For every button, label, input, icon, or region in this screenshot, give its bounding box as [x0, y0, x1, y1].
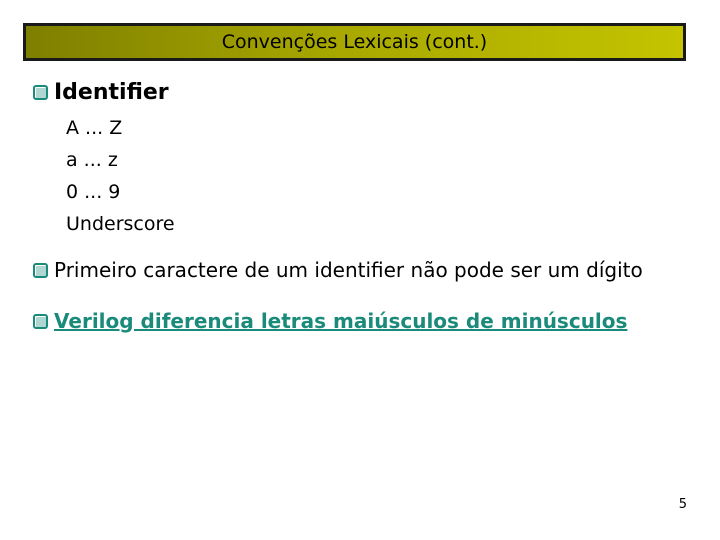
identifier-char-underscore: Underscore — [66, 213, 175, 235]
verilog-link[interactable]: Verilog diferencia letras maiúsculos de minúsculos — [54, 309, 628, 333]
bullet-identifier — [33, 80, 169, 105]
bullet-identifier-label: Identifier — [54, 80, 169, 105]
slide-title-bar — [23, 23, 686, 61]
slide-title: Convenções Lexicais (cont.) — [221, 31, 488, 53]
bullet-primeiro — [33, 258, 643, 282]
checkbox-bullet-icon — [33, 314, 48, 329]
identifier-char-lowercase: a ... z — [66, 149, 118, 171]
checkbox-bullet-icon — [33, 85, 48, 100]
page-number: 5 — [678, 497, 687, 512]
bullet-primeiro-label: Primeiro caractere de um identifier não pode ser um dígito — [54, 258, 643, 282]
identifier-char-digits: 0 ... 9 — [66, 181, 121, 203]
checkbox-bullet-icon — [33, 263, 48, 278]
identifier-char-uppercase: A ... Z — [66, 117, 123, 139]
bullet-verilog[interactable] — [33, 309, 627, 333]
